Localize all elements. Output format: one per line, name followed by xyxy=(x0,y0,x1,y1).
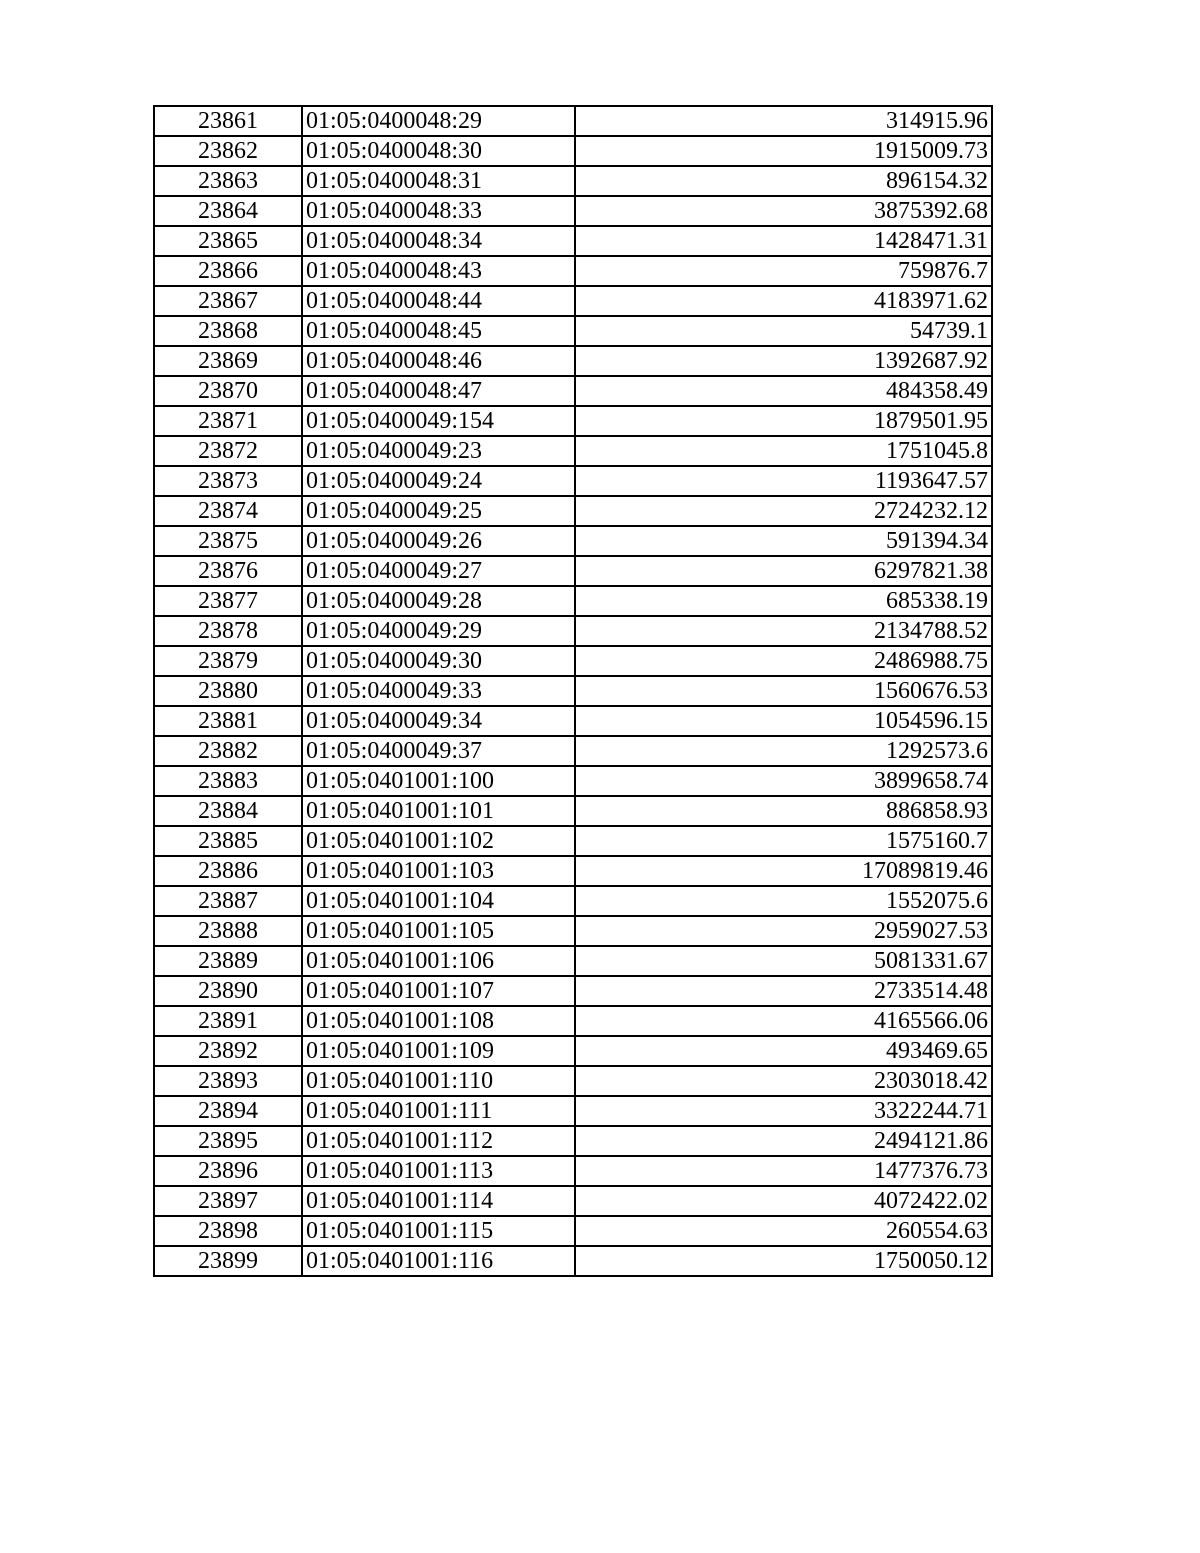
row-number-cell: 23869 xyxy=(154,346,302,376)
cadastral-number-cell: 01:05:0400048:33 xyxy=(302,196,575,226)
row-number-cell: 23899 xyxy=(154,1246,302,1276)
cadastral-number-cell: 01:05:0400049:27 xyxy=(302,556,575,586)
row-number-cell: 23861 xyxy=(154,106,302,136)
row-number-cell: 23884 xyxy=(154,796,302,826)
row-number-cell: 23887 xyxy=(154,886,302,916)
table-row xyxy=(154,226,992,256)
table-row xyxy=(154,616,992,646)
value-cell: 896154.32 xyxy=(575,166,992,196)
row-number-cell: 23877 xyxy=(154,586,302,616)
row-number-cell: 23871 xyxy=(154,406,302,436)
value-cell: 1575160.7 xyxy=(575,826,992,856)
row-number-cell: 23895 xyxy=(154,1126,302,1156)
cadastral-number-cell: 01:05:0400049:26 xyxy=(302,526,575,556)
value-cell: 4072422.02 xyxy=(575,1186,992,1216)
cadastral-number-cell: 01:05:0400049:34 xyxy=(302,706,575,736)
value-cell: 1477376.73 xyxy=(575,1156,992,1186)
value-cell: 17089819.46 xyxy=(575,856,992,886)
value-cell: 591394.34 xyxy=(575,526,992,556)
row-number-cell: 23891 xyxy=(154,1006,302,1036)
row-number-cell: 23870 xyxy=(154,376,302,406)
value-cell: 1392687.92 xyxy=(575,346,992,376)
table-row xyxy=(154,766,992,796)
row-number-cell: 23875 xyxy=(154,526,302,556)
cadastral-number-cell: 01:05:0401001:115 xyxy=(302,1216,575,1246)
table-row xyxy=(154,1246,992,1276)
table-row xyxy=(154,136,992,166)
cadastral-number-cell: 01:05:0400049:28 xyxy=(302,586,575,616)
row-number-cell: 23897 xyxy=(154,1186,302,1216)
cadastral-number-cell: 01:05:0401001:113 xyxy=(302,1156,575,1186)
value-cell: 5081331.67 xyxy=(575,946,992,976)
value-cell: 1560676.53 xyxy=(575,676,992,706)
cadastral-number-cell: 01:05:0401001:110 xyxy=(302,1066,575,1096)
row-number-cell: 23878 xyxy=(154,616,302,646)
table-row xyxy=(154,1216,992,1246)
row-number-cell: 23885 xyxy=(154,826,302,856)
table-row xyxy=(154,916,992,946)
value-cell: 1193647.57 xyxy=(575,466,992,496)
table-row xyxy=(154,976,992,1006)
cadastral-number-cell: 01:05:0400048:47 xyxy=(302,376,575,406)
cadastral-number-cell: 01:05:0401001:114 xyxy=(302,1186,575,1216)
table-row xyxy=(154,676,992,706)
value-cell: 3875392.68 xyxy=(575,196,992,226)
cadastral-number-cell: 01:05:0400048:46 xyxy=(302,346,575,376)
row-number-cell: 23898 xyxy=(154,1216,302,1246)
cadastral-number-cell: 01:05:0401001:108 xyxy=(302,1006,575,1036)
table-row xyxy=(154,706,992,736)
row-number-cell: 23864 xyxy=(154,196,302,226)
value-cell: 886858.93 xyxy=(575,796,992,826)
row-number-cell: 23896 xyxy=(154,1156,302,1186)
cadastral-number-cell: 01:05:0400049:30 xyxy=(302,646,575,676)
row-number-cell: 23873 xyxy=(154,466,302,496)
cadastral-number-cell: 01:05:0401001:107 xyxy=(302,976,575,1006)
table-row xyxy=(154,796,992,826)
cadastral-number-cell: 01:05:0400049:37 xyxy=(302,736,575,766)
cadastral-number-cell: 01:05:0401001:116 xyxy=(302,1246,575,1276)
value-cell: 2959027.53 xyxy=(575,916,992,946)
table-row xyxy=(154,376,992,406)
value-cell: 2486988.75 xyxy=(575,646,992,676)
value-cell: 314915.96 xyxy=(575,106,992,136)
cadastral-number-cell: 01:05:0401001:103 xyxy=(302,856,575,886)
cadastral-number-cell: 01:05:0400049:33 xyxy=(302,676,575,706)
row-number-cell: 23888 xyxy=(154,916,302,946)
table-row xyxy=(154,1066,992,1096)
table-row xyxy=(154,1036,992,1066)
cadastral-number-cell: 01:05:0400048:29 xyxy=(302,106,575,136)
row-number-cell: 23883 xyxy=(154,766,302,796)
row-number-cell: 23868 xyxy=(154,316,302,346)
cadastral-number-cell: 01:05:0400048:30 xyxy=(302,136,575,166)
row-number-cell: 23882 xyxy=(154,736,302,766)
row-number-cell: 23865 xyxy=(154,226,302,256)
cadastral-number-cell: 01:05:0401001:100 xyxy=(302,766,575,796)
cadastral-number-cell: 01:05:0400048:31 xyxy=(302,166,575,196)
table-row xyxy=(154,526,992,556)
cadastral-number-cell: 01:05:0401001:106 xyxy=(302,946,575,976)
value-cell: 1915009.73 xyxy=(575,136,992,166)
value-cell: 685338.19 xyxy=(575,586,992,616)
table-row xyxy=(154,1006,992,1036)
cadastral-number-cell: 01:05:0401001:104 xyxy=(302,886,575,916)
cadastral-number-cell: 01:05:0400048:43 xyxy=(302,256,575,286)
table-row xyxy=(154,646,992,676)
row-number-cell: 23876 xyxy=(154,556,302,586)
row-number-cell: 23867 xyxy=(154,286,302,316)
table-row xyxy=(154,406,992,436)
row-number-cell: 23872 xyxy=(154,436,302,466)
table-row xyxy=(154,466,992,496)
value-cell: 1428471.31 xyxy=(575,226,992,256)
cadastral-number-cell: 01:05:0400049:154 xyxy=(302,406,575,436)
cadastral-number-cell: 01:05:0400048:45 xyxy=(302,316,575,346)
table-row xyxy=(154,1156,992,1186)
value-cell: 493469.65 xyxy=(575,1036,992,1066)
row-number-cell: 23866 xyxy=(154,256,302,286)
cadastral-number-cell: 01:05:0401001:102 xyxy=(302,826,575,856)
value-cell: 759876.7 xyxy=(575,256,992,286)
row-number-cell: 23892 xyxy=(154,1036,302,1066)
row-number-cell: 23894 xyxy=(154,1096,302,1126)
table-row xyxy=(154,256,992,286)
row-number-cell: 23893 xyxy=(154,1066,302,1096)
table-row xyxy=(154,496,992,526)
value-cell: 3899658.74 xyxy=(575,766,992,796)
value-cell: 3322244.71 xyxy=(575,1096,992,1126)
value-cell: 4183971.62 xyxy=(575,286,992,316)
value-cell: 2494121.86 xyxy=(575,1126,992,1156)
cadastral-number-cell: 01:05:0401001:101 xyxy=(302,796,575,826)
table-row xyxy=(154,436,992,466)
row-number-cell: 23886 xyxy=(154,856,302,886)
data-table xyxy=(153,105,993,1277)
table-row xyxy=(154,556,992,586)
table-row xyxy=(154,346,992,376)
table-row xyxy=(154,736,992,766)
cadastral-number-cell: 01:05:0401001:112 xyxy=(302,1126,575,1156)
table-row xyxy=(154,886,992,916)
row-number-cell: 23880 xyxy=(154,676,302,706)
value-cell: 1751045.8 xyxy=(575,436,992,466)
row-number-cell: 23889 xyxy=(154,946,302,976)
cadastral-number-cell: 01:05:0400049:23 xyxy=(302,436,575,466)
value-cell: 1054596.15 xyxy=(575,706,992,736)
cadastral-number-cell: 01:05:0400049:25 xyxy=(302,496,575,526)
cadastral-number-cell: 01:05:0401001:109 xyxy=(302,1036,575,1066)
value-cell: 54739.1 xyxy=(575,316,992,346)
value-cell: 2303018.42 xyxy=(575,1066,992,1096)
table-row xyxy=(154,1126,992,1156)
table-row xyxy=(154,286,992,316)
value-cell: 2733514.48 xyxy=(575,976,992,1006)
value-cell: 2724232.12 xyxy=(575,496,992,526)
cadastral-number-cell: 01:05:0400048:44 xyxy=(302,286,575,316)
table-row xyxy=(154,1096,992,1126)
table-row xyxy=(154,316,992,346)
value-cell: 6297821.38 xyxy=(575,556,992,586)
table-row xyxy=(154,946,992,976)
table-row xyxy=(154,826,992,856)
cadastral-number-cell: 01:05:0400048:34 xyxy=(302,226,575,256)
value-cell: 2134788.52 xyxy=(575,616,992,646)
row-number-cell: 23863 xyxy=(154,166,302,196)
value-cell: 1879501.95 xyxy=(575,406,992,436)
cadastral-number-cell: 01:05:0400049:24 xyxy=(302,466,575,496)
cadastral-number-cell: 01:05:0400049:29 xyxy=(302,616,575,646)
table-row xyxy=(154,166,992,196)
table-body xyxy=(154,106,992,1276)
value-cell: 1750050.12 xyxy=(575,1246,992,1276)
table-row xyxy=(154,106,992,136)
cadastral-number-cell: 01:05:0401001:111 xyxy=(302,1096,575,1126)
cadastral-number-cell: 01:05:0401001:105 xyxy=(302,916,575,946)
value-cell: 4165566.06 xyxy=(575,1006,992,1036)
row-number-cell: 23881 xyxy=(154,706,302,736)
table-row xyxy=(154,586,992,616)
row-number-cell: 23890 xyxy=(154,976,302,1006)
value-cell: 260554.63 xyxy=(575,1216,992,1246)
value-cell: 1552075.6 xyxy=(575,886,992,916)
value-cell: 1292573.6 xyxy=(575,736,992,766)
row-number-cell: 23874 xyxy=(154,496,302,526)
row-number-cell: 23879 xyxy=(154,646,302,676)
table-row xyxy=(154,196,992,226)
table-row xyxy=(154,856,992,886)
value-cell: 484358.49 xyxy=(575,376,992,406)
row-number-cell: 23862 xyxy=(154,136,302,166)
table-row xyxy=(154,1186,992,1216)
